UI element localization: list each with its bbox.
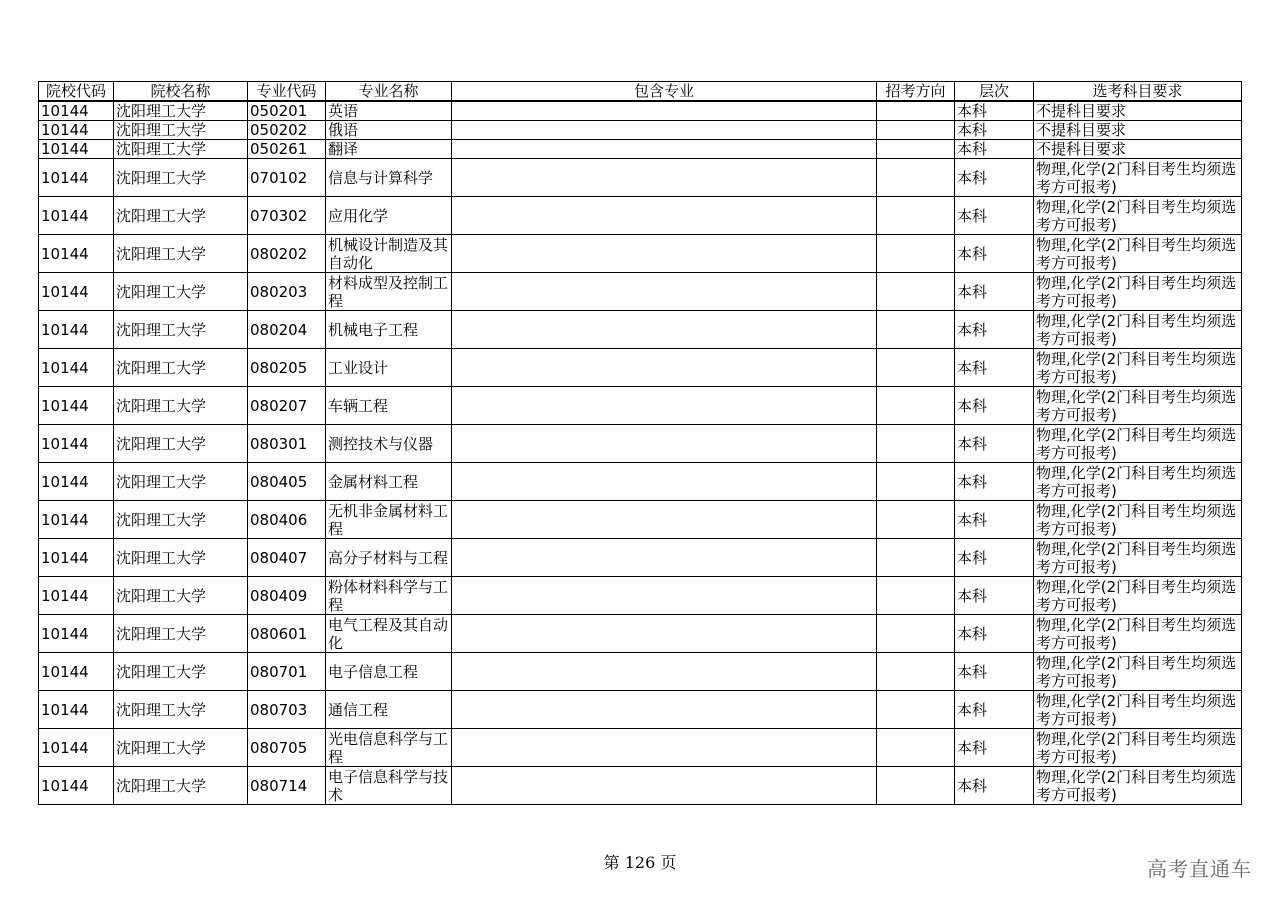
cell-major-name: 电子信息科学与技术 (326, 767, 452, 805)
cell-subject-requirement: 物理,化学(2门科目考生均须选考方可报考) (1034, 349, 1242, 387)
cell-direction (877, 653, 955, 691)
cell-major-name: 机械电子工程 (326, 311, 452, 349)
table-row (39, 425, 1242, 463)
cell-school-name: 沈阳理工大学 (114, 121, 248, 140)
cell-included-majors (452, 159, 877, 197)
header-school-code: 院校代码 (39, 82, 114, 102)
cell-subject-requirement: 物理,化学(2门科目考生均须选考方可报考) (1034, 159, 1242, 197)
table-row (39, 121, 1242, 140)
cell-level: 本科 (955, 691, 1034, 729)
cell-school-name: 沈阳理工大学 (114, 463, 248, 501)
cell-included-majors (452, 767, 877, 805)
cell-direction (877, 121, 955, 140)
cell-school-name: 沈阳理工大学 (114, 387, 248, 425)
cell-level: 本科 (955, 273, 1034, 311)
cell-major-code: 070302 (248, 197, 326, 235)
header-major-name: 专业名称 (326, 82, 452, 102)
cell-school-name: 沈阳理工大学 (114, 539, 248, 577)
cell-direction (877, 235, 955, 273)
cell-direction (877, 425, 955, 463)
cell-subject-requirement: 物理,化学(2门科目考生均须选考方可报考) (1034, 387, 1242, 425)
cell-major-name: 电气工程及其自动化 (326, 615, 452, 653)
cell-major-code: 080301 (248, 425, 326, 463)
cell-major-code: 080204 (248, 311, 326, 349)
cell-major-code: 050201 (248, 101, 326, 121)
cell-subject-requirement: 物理,化学(2门科目考生均须选考方可报考) (1034, 577, 1242, 615)
cell-subject-requirement: 物理,化学(2门科目考生均须选考方可报考) (1034, 729, 1242, 767)
cell-school-code: 10144 (39, 425, 114, 463)
cell-level: 本科 (955, 159, 1034, 197)
cell-included-majors (452, 501, 877, 539)
cell-major-name: 无机非金属材料工程 (326, 501, 452, 539)
cell-major-code: 080203 (248, 273, 326, 311)
cell-major-code: 050202 (248, 121, 326, 140)
cell-included-majors (452, 197, 877, 235)
cell-level: 本科 (955, 235, 1034, 273)
cell-school-name: 沈阳理工大学 (114, 140, 248, 159)
cell-major-name: 材料成型及控制工程 (326, 273, 452, 311)
cell-major-name: 信息与计算科学 (326, 159, 452, 197)
cell-subject-requirement: 物理,化学(2门科目考生均须选考方可报考) (1034, 653, 1242, 691)
cell-school-code: 10144 (39, 140, 114, 159)
cell-major-name: 工业设计 (326, 349, 452, 387)
cell-direction (877, 577, 955, 615)
cell-major-code: 080405 (248, 463, 326, 501)
cell-school-code: 10144 (39, 121, 114, 140)
table-row (39, 311, 1242, 349)
cell-subject-requirement: 物理,化学(2门科目考生均须选考方可报考) (1034, 501, 1242, 539)
cell-major-name: 光电信息科学与工程 (326, 729, 452, 767)
cell-school-name: 沈阳理工大学 (114, 425, 248, 463)
cell-level: 本科 (955, 387, 1034, 425)
cell-direction (877, 729, 955, 767)
table-row (39, 501, 1242, 539)
cell-major-code: 080703 (248, 691, 326, 729)
header-school-name: 院校名称 (114, 82, 248, 102)
table-row (39, 577, 1242, 615)
cell-subject-requirement: 物理,化学(2门科目考生均须选考方可报考) (1034, 615, 1242, 653)
cell-major-code: 080205 (248, 349, 326, 387)
cell-major-code: 080701 (248, 653, 326, 691)
table-row (39, 539, 1242, 577)
cell-included-majors (452, 311, 877, 349)
table-row (39, 197, 1242, 235)
cell-school-name: 沈阳理工大学 (114, 653, 248, 691)
cell-school-name: 沈阳理工大学 (114, 767, 248, 805)
cell-direction (877, 101, 955, 121)
table-row (39, 235, 1242, 273)
cell-direction (877, 501, 955, 539)
cell-direction (877, 387, 955, 425)
cell-school-code: 10144 (39, 273, 114, 311)
cell-school-code: 10144 (39, 539, 114, 577)
cell-level: 本科 (955, 311, 1034, 349)
cell-major-code: 080714 (248, 767, 326, 805)
cell-direction (877, 311, 955, 349)
cell-school-name: 沈阳理工大学 (114, 273, 248, 311)
cell-school-code: 10144 (39, 615, 114, 653)
cell-school-name: 沈阳理工大学 (114, 311, 248, 349)
cell-major-code: 080202 (248, 235, 326, 273)
cell-school-code: 10144 (39, 311, 114, 349)
cell-school-code: 10144 (39, 387, 114, 425)
table-row (39, 387, 1242, 425)
table-row (39, 615, 1242, 653)
table-row (39, 653, 1242, 691)
table-row (39, 140, 1242, 159)
cell-major-name: 电子信息工程 (326, 653, 452, 691)
cell-school-code: 10144 (39, 101, 114, 121)
header-subject-requirement: 选考科目要求 (1034, 82, 1242, 102)
cell-direction (877, 463, 955, 501)
cell-included-majors (452, 140, 877, 159)
cell-school-code: 10144 (39, 729, 114, 767)
cell-subject-requirement: 不提科目要求 (1034, 101, 1242, 121)
cell-included-majors (452, 615, 877, 653)
cell-level: 本科 (955, 121, 1034, 140)
cell-included-majors (452, 121, 877, 140)
cell-school-code: 10144 (39, 235, 114, 273)
cell-school-name: 沈阳理工大学 (114, 197, 248, 235)
cell-included-majors (452, 425, 877, 463)
cell-school-name: 沈阳理工大学 (114, 577, 248, 615)
cell-included-majors (452, 463, 877, 501)
cell-school-name: 沈阳理工大学 (114, 615, 248, 653)
cell-major-code: 080406 (248, 501, 326, 539)
cell-included-majors (452, 235, 877, 273)
cell-major-code: 080407 (248, 539, 326, 577)
cell-subject-requirement: 物理,化学(2门科目考生均须选考方可报考) (1034, 273, 1242, 311)
cell-direction (877, 349, 955, 387)
header-major-code: 专业代码 (248, 82, 326, 102)
cell-included-majors (452, 387, 877, 425)
cell-direction (877, 767, 955, 805)
cell-major-code: 050261 (248, 140, 326, 159)
cell-level: 本科 (955, 767, 1034, 805)
cell-major-name: 测控技术与仪器 (326, 425, 452, 463)
cell-major-code: 080601 (248, 615, 326, 653)
cell-major-code: 070102 (248, 159, 326, 197)
cell-major-name: 车辆工程 (326, 387, 452, 425)
cell-major-code: 080409 (248, 577, 326, 615)
cell-subject-requirement: 物理,化学(2门科目考生均须选考方可报考) (1034, 311, 1242, 349)
cell-level: 本科 (955, 729, 1034, 767)
cell-subject-requirement: 不提科目要求 (1034, 140, 1242, 159)
cell-subject-requirement: 物理,化学(2门科目考生均须选考方可报考) (1034, 425, 1242, 463)
cell-major-name: 英语 (326, 101, 452, 121)
cell-school-code: 10144 (39, 577, 114, 615)
cell-level: 本科 (955, 463, 1034, 501)
cell-included-majors (452, 101, 877, 121)
cell-level: 本科 (955, 539, 1034, 577)
cell-level: 本科 (955, 101, 1034, 121)
cell-included-majors (452, 349, 877, 387)
cell-major-name: 翻译 (326, 140, 452, 159)
cell-level: 本科 (955, 425, 1034, 463)
table-row (39, 729, 1242, 767)
watermark-text: 高考直通车 (1147, 857, 1252, 881)
cell-school-name: 沈阳理工大学 (114, 691, 248, 729)
cell-school-name: 沈阳理工大学 (114, 501, 248, 539)
cell-direction (877, 159, 955, 197)
cell-included-majors (452, 653, 877, 691)
admission-table (38, 81, 1242, 805)
cell-level: 本科 (955, 140, 1034, 159)
cell-school-code: 10144 (39, 767, 114, 805)
header-included-majors: 包含专业 (452, 82, 877, 102)
header-direction: 招考方向 (877, 82, 955, 102)
cell-major-name: 俄语 (326, 121, 452, 140)
cell-major-name: 金属材料工程 (326, 463, 452, 501)
cell-subject-requirement: 物理,化学(2门科目考生均须选考方可报考) (1034, 691, 1242, 729)
page-number: 第 126 页 (603, 853, 677, 872)
cell-school-name: 沈阳理工大学 (114, 349, 248, 387)
cell-level: 本科 (955, 577, 1034, 615)
cell-school-code: 10144 (39, 653, 114, 691)
cell-major-code: 080207 (248, 387, 326, 425)
cell-major-code: 080705 (248, 729, 326, 767)
cell-major-name: 机械设计制造及其自动化 (326, 235, 452, 273)
cell-school-name: 沈阳理工大学 (114, 101, 248, 121)
cell-level: 本科 (955, 501, 1034, 539)
cell-subject-requirement: 物理,化学(2门科目考生均须选考方可报考) (1034, 463, 1242, 501)
cell-subject-requirement: 物理,化学(2门科目考生均须选考方可报考) (1034, 235, 1242, 273)
cell-school-name: 沈阳理工大学 (114, 159, 248, 197)
cell-major-name: 通信工程 (326, 691, 452, 729)
cell-subject-requirement: 不提科目要求 (1034, 121, 1242, 140)
cell-included-majors (452, 577, 877, 615)
table-body (39, 101, 1242, 805)
cell-school-code: 10144 (39, 349, 114, 387)
cell-major-name: 应用化学 (326, 197, 452, 235)
cell-included-majors (452, 729, 877, 767)
cell-subject-requirement: 物理,化学(2门科目考生均须选考方可报考) (1034, 767, 1242, 805)
cell-level: 本科 (955, 349, 1034, 387)
cell-direction (877, 197, 955, 235)
cell-level: 本科 (955, 197, 1034, 235)
table-row (39, 273, 1242, 311)
cell-level: 本科 (955, 615, 1034, 653)
cell-direction (877, 140, 955, 159)
cell-school-name: 沈阳理工大学 (114, 235, 248, 273)
cell-direction (877, 273, 955, 311)
cell-subject-requirement: 物理,化学(2门科目考生均须选考方可报考) (1034, 197, 1242, 235)
cell-direction (877, 539, 955, 577)
cell-direction (877, 615, 955, 653)
cell-included-majors (452, 691, 877, 729)
cell-direction (877, 691, 955, 729)
table-row (39, 463, 1242, 501)
header-row (39, 82, 1242, 102)
table-row (39, 349, 1242, 387)
cell-major-name: 高分子材料与工程 (326, 539, 452, 577)
header-level: 层次 (955, 82, 1034, 102)
cell-school-code: 10144 (39, 691, 114, 729)
cell-school-code: 10144 (39, 159, 114, 197)
table-row (39, 767, 1242, 805)
cell-school-code: 10144 (39, 501, 114, 539)
table-row (39, 691, 1242, 729)
cell-school-name: 沈阳理工大学 (114, 729, 248, 767)
table-row (39, 101, 1242, 121)
cell-school-code: 10144 (39, 197, 114, 235)
cell-school-code: 10144 (39, 463, 114, 501)
cell-level: 本科 (955, 653, 1034, 691)
cell-subject-requirement: 物理,化学(2门科目考生均须选考方可报考) (1034, 539, 1242, 577)
table-row (39, 159, 1242, 197)
cell-included-majors (452, 539, 877, 577)
cell-major-name: 粉体材料科学与工程 (326, 577, 452, 615)
cell-included-majors (452, 273, 877, 311)
